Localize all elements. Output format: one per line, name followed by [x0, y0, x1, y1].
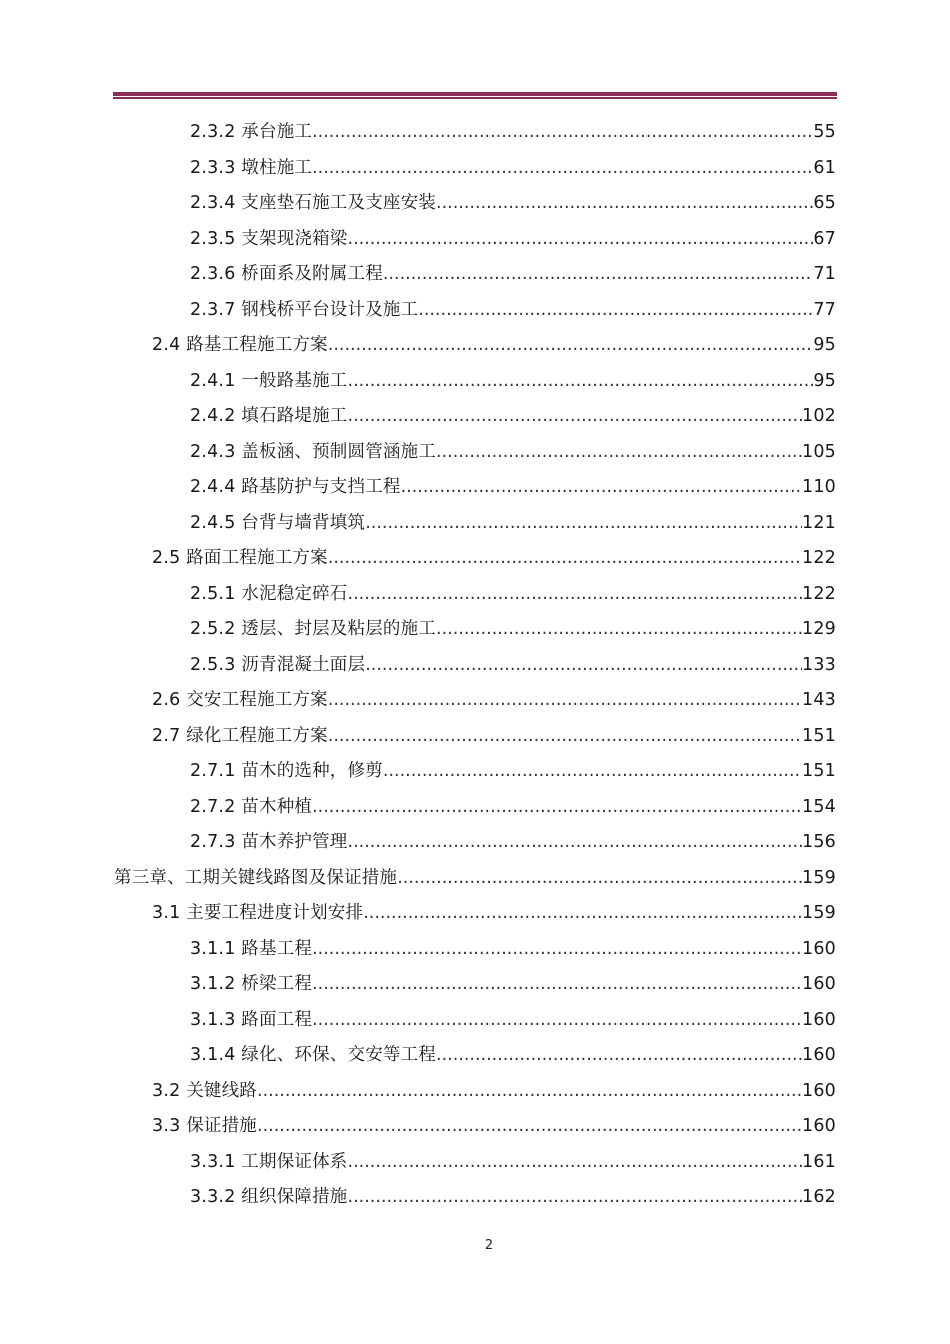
toc-entry[interactable] [152, 688, 836, 712]
toc-dot-leader [312, 795, 802, 819]
toc-dot-leader [312, 972, 802, 996]
toc-entry[interactable] [190, 191, 836, 215]
toc-entry-label: 2.3.4 支座垫石施工及支座安装 [190, 193, 436, 213]
toc-entry-page: 154 [801, 797, 836, 817]
toc-entry-label: 2.7 绿化工程施工方案 [152, 726, 328, 746]
toc-dot-leader [312, 156, 813, 180]
toc-entry[interactable] [190, 511, 836, 535]
toc-entry-label: 2.4.3 盖板涵、预制圆管涵施工 [190, 442, 436, 462]
toc-entry-page: 160 [801, 974, 836, 994]
toc-entry[interactable] [190, 972, 836, 996]
toc-entry-label: 2.4.1 一般路基施工 [190, 371, 348, 391]
toc-entry-page: 122 [801, 584, 836, 604]
toc-entry[interactable] [190, 1043, 836, 1067]
toc-entry-label: 2.5.1 水泥稳定碎石 [190, 584, 348, 604]
toc-entry[interactable] [190, 1008, 836, 1032]
toc-entry[interactable] [190, 120, 836, 144]
toc-entry[interactable] [190, 759, 836, 783]
header-rule-thick [113, 92, 837, 96]
toc-entry[interactable] [190, 298, 836, 322]
toc-dot-leader [348, 1150, 802, 1174]
toc-dot-leader [328, 688, 802, 712]
toc-dot-leader [363, 901, 802, 925]
header-rule [113, 92, 837, 99]
toc-entry-page: 160 [801, 1081, 836, 1101]
toc-entry[interactable] [190, 830, 836, 854]
toc-entry-page: 161 [801, 1152, 836, 1172]
toc-entry-page: 55 [813, 122, 836, 142]
header-rule-thin [113, 97, 837, 99]
toc-entry[interactable] [152, 724, 836, 748]
toc-dot-leader [348, 369, 814, 393]
toc-dot-leader [312, 937, 802, 961]
toc-entry-page: 77 [813, 300, 836, 320]
toc-entry-page: 71 [813, 264, 836, 284]
toc-dot-leader [257, 1079, 802, 1103]
toc-entry-page: 160 [801, 1010, 836, 1030]
toc-entry-page: 129 [801, 619, 836, 639]
toc-entry-page: 65 [813, 193, 836, 213]
toc-dot-leader [348, 830, 802, 854]
toc-entry-label: 2.4.5 台背与墙背填筑 [190, 513, 366, 533]
toc-dot-leader [328, 724, 802, 748]
toc-entry-page: 110 [801, 477, 836, 497]
toc-entry-page: 156 [801, 832, 836, 852]
toc-dot-leader [348, 227, 814, 251]
toc-entry[interactable] [190, 1150, 836, 1174]
toc-entry-label: 2.7.1 苗木的选种，修剪 [190, 761, 383, 781]
toc-entry[interactable] [190, 795, 836, 819]
toc-entry-label: 2.6 交安工程施工方案 [152, 690, 328, 710]
toc-dot-leader [328, 333, 814, 357]
toc-entry-label: 3.1.2 桥梁工程 [190, 974, 313, 994]
toc-entry-label: 3.2 关键线路 [152, 1081, 257, 1101]
toc-dot-leader [436, 1043, 802, 1067]
toc-entry-page: 160 [801, 1116, 836, 1136]
toc-entry-page: 61 [813, 158, 836, 178]
toc-entry[interactable] [190, 937, 836, 961]
toc-entry-page: 162 [801, 1187, 836, 1207]
toc-entry-page: 151 [801, 726, 836, 746]
toc-entry-page: 159 [801, 903, 836, 923]
toc-entry-page: 151 [801, 761, 836, 781]
toc-entry[interactable] [152, 333, 836, 357]
toc-dot-leader [257, 1114, 802, 1138]
toc-entry-label: 3.3.2 组织保障措施 [190, 1187, 348, 1207]
toc-entry-page: 67 [813, 229, 836, 249]
toc-entry-label: 3.1 主要工程进度计划安排 [152, 903, 364, 923]
toc-entry-label: 2.4.2 填石路堤施工 [190, 406, 348, 426]
toc-entry[interactable] [190, 582, 836, 606]
toc-dot-leader [397, 866, 802, 890]
toc-entry[interactable] [152, 901, 836, 925]
toc-dot-leader [348, 1185, 802, 1209]
toc-entry-label: 3.1.1 路基工程 [190, 939, 313, 959]
toc-entry[interactable] [190, 369, 836, 393]
toc-entry-page: 160 [801, 939, 836, 959]
toc-entry-label: 2.4.4 路基防护与支挡工程 [190, 477, 401, 497]
toc-entry-page: 105 [801, 442, 836, 462]
toc-dot-leader [365, 511, 802, 535]
toc-entry-label: 2.3.3 墩柱施工 [190, 158, 313, 178]
toc-entry-page: 122 [801, 548, 836, 568]
toc-entry-label: 3.3.1 工期保证体系 [190, 1152, 348, 1172]
toc-entry[interactable] [190, 440, 836, 464]
toc-entry-label: 3.3 保证措施 [152, 1116, 257, 1136]
toc-entry-page: 121 [801, 513, 836, 533]
toc-entry[interactable] [152, 1079, 836, 1103]
toc-dot-leader [401, 475, 802, 499]
toc-entry-page: 95 [813, 335, 836, 355]
toc-entry-page: 159 [801, 868, 836, 888]
toc-dot-leader [436, 440, 802, 464]
toc-entry[interactable] [190, 227, 836, 251]
toc-dot-leader [383, 262, 813, 286]
toc-entry-label: 3.1.4 绿化、环保、交安等工程 [190, 1045, 436, 1065]
toc-entry-label: 2.3.2 承台施工 [190, 122, 313, 142]
toc-entry-label: 2.5.3 沥青混凝土面层 [190, 655, 366, 675]
toc-dot-leader [348, 404, 802, 428]
toc-entry[interactable] [190, 617, 836, 641]
toc-entry-page: 102 [801, 406, 836, 426]
toc-entry-label: 2.7.3 苗木养护管理 [190, 832, 348, 852]
toc-entry[interactable] [190, 262, 836, 286]
toc-entry-label: 2.4 路基工程施工方案 [152, 335, 328, 355]
toc-entry-label: 2.3.5 支架现浇箱梁 [190, 229, 348, 249]
toc-entry-label: 2.3.7 钢栈桥平台设计及施工 [190, 300, 419, 320]
toc-entry-page: 95 [813, 371, 836, 391]
toc-dot-leader [365, 653, 802, 677]
toc-dot-leader [312, 120, 813, 144]
toc-dot-leader [436, 617, 802, 641]
toc-dot-leader [328, 546, 802, 570]
toc-entry[interactable] [152, 546, 836, 570]
toc-entry-label: 2.5.2 透层、封层及粘层的施工 [190, 619, 436, 639]
toc-entry[interactable] [190, 1185, 836, 1209]
toc-dot-leader [383, 759, 802, 783]
toc-entry[interactable] [114, 866, 836, 890]
toc-entry-label: 3.1.3 路面工程 [190, 1010, 313, 1030]
toc-entry-label: 2.3.6 桥面系及附属工程 [190, 264, 383, 284]
toc-entry-label: 2.5 路面工程施工方案 [152, 548, 328, 568]
toc-entry-page: 160 [801, 1045, 836, 1065]
toc-dot-leader [312, 1008, 802, 1032]
toc-entry-label: 2.7.2 苗木种植 [190, 797, 313, 817]
toc-dot-leader [436, 191, 813, 215]
toc-entry[interactable] [190, 653, 836, 677]
toc-entry[interactable] [190, 475, 836, 499]
toc-entry-page: 133 [801, 655, 836, 675]
toc-dot-leader [418, 298, 813, 322]
toc-dot-leader [348, 582, 802, 606]
toc-entry[interactable] [190, 156, 836, 180]
toc-entry-label: 第三章、工期关键线路图及保证措施 [114, 868, 398, 888]
toc-entry-page: 143 [801, 690, 836, 710]
page-number: 2 [484, 1238, 494, 1253]
toc-entry[interactable] [190, 404, 836, 428]
toc-entry[interactable] [152, 1114, 836, 1138]
